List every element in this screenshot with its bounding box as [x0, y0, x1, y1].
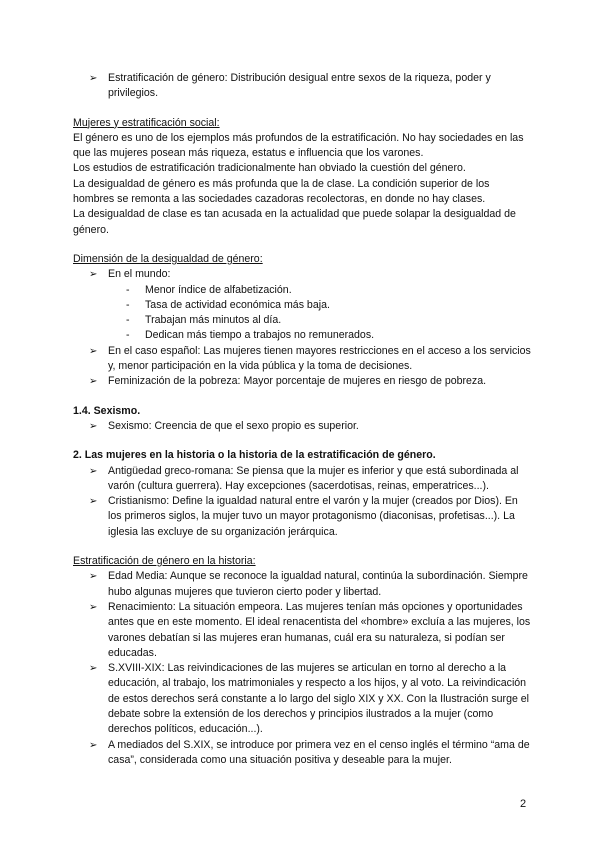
- bullet-item: [73, 344, 533, 375]
- spacer: [73, 238, 533, 252]
- paragraph-text: La desigualdad de clase es tan acusada en la actualidad que puede solapar la desigualdad de género.: [73, 208, 516, 236]
- paragraph: [73, 131, 533, 162]
- bullet-item: [73, 494, 533, 540]
- paragraph-text: Los estudios de estratificación tradicionalmente han obviado la cuestión del género.: [73, 162, 466, 175]
- bullet-item: [73, 267, 533, 282]
- bullet-item-text: Edad Media: Aunque se reconoce la igualdad natural, continúa la subordinación. Siempre hubo algunas mujeres que tuvieron cierto poder y libertad.: [108, 570, 528, 598]
- arrow-bullet-icon: ➢: [89, 571, 98, 583]
- arrow-bullet-icon: ➢: [89, 73, 98, 84]
- bullet-item: [73, 738, 533, 769]
- bullet-item-text: En el mundo:: [108, 268, 171, 281]
- bullet-item-text: Estratificación de género: Distribución desigual entre sexos de la riqueza, poder y privilegios.: [108, 72, 491, 100]
- spacer: [73, 540, 533, 554]
- bullet-item: [73, 464, 533, 495]
- arrow-bullet-icon: ➢: [89, 269, 98, 281]
- section-heading: [73, 116, 533, 131]
- bold-heading-text: 2. Las mujeres en la historia o la historia de la estratificación de género.: [73, 449, 436, 462]
- paragraph: [73, 161, 533, 176]
- bullet-item: [73, 419, 533, 434]
- dash-marker: -: [126, 283, 130, 296]
- dash-marker: -: [126, 298, 130, 311]
- bullet-item: [73, 661, 533, 737]
- dash-item: [73, 298, 533, 313]
- section-heading-text: Dimensión de la desigualdad de género:: [73, 252, 263, 265]
- section-heading: [73, 554, 533, 569]
- arrow-bullet-icon: ➢: [89, 663, 98, 675]
- bullet-item-text: Antigüedad greco-romana: Se piensa que la mujer es inferior y que está subordinada al varón (cultura guerrera). Hay excepciones (sacerdotisas, reinas, emperatrices...).: [108, 464, 519, 492]
- bullet-item: [73, 600, 533, 661]
- dash-item-text: Dedican más tiempo a trabajos no remunerados.: [145, 329, 375, 342]
- spacer: [73, 390, 533, 404]
- dash-item: [73, 313, 533, 328]
- arrow-bullet-icon: ➢: [89, 345, 98, 357]
- bullet-item: [73, 71, 533, 102]
- section-heading-text: Mujeres y estratificación social:: [73, 116, 220, 129]
- bullet-item-text: Cristianismo: Define la igualdad natural entre el varón y la mujer (creados por Dios). En los primeros siglos, la mujer tuvo un mayor protagonismo (diaconisas, profetisas...). La iglesia las excluye de su organización jerárquica.: [108, 495, 518, 538]
- bullet-item-text: Feminización de la pobreza: Mayor porcentaje de mujeres en riesgo de pobreza.: [108, 375, 487, 388]
- arrow-bullet-icon: ➢: [89, 465, 98, 477]
- bold-heading: [73, 448, 533, 463]
- bullet-item-text: Sexismo: Creencia de que el sexo propio es superior.: [108, 419, 359, 432]
- bullet-item-text: A mediados del S.XIX, se introduce por primera vez en el censo inglés el término “ama de casa”, considerada como una situación positiva y deseable para la mujer.: [108, 738, 530, 766]
- spacer: [73, 434, 533, 448]
- arrow-bullet-icon: ➢: [89, 739, 98, 751]
- bold-heading: [73, 404, 533, 419]
- bullet-item: [73, 374, 533, 389]
- section-heading: [73, 252, 533, 267]
- dash-marker: -: [126, 329, 130, 342]
- dash-item: [73, 328, 533, 343]
- bullet-item-text: S.XVIII-XIX: Las reivindicaciones de las mujeres se articulan en torno al derecho a la educación, al trabajo, los matrimoniales y respecto a los hijos, y al voto. La reivindicación de estos derechos será constante a lo largo del siglo XIX y XX. Con la Ilustración surge el debate sobre la extensión de los derechos y principios ilustrados a la mujer (como derechos políticos, educación...).: [108, 662, 530, 736]
- dash-item-text: Menor índice de alfabetización.: [145, 283, 292, 296]
- arrow-bullet-icon: ➢: [89, 420, 98, 432]
- section-heading-text: Estratificación de género en la historia:: [73, 555, 256, 568]
- bold-heading-text: 1.4. Sexismo.: [73, 404, 141, 417]
- bullet-item-text: En el caso español: Las mujeres tienen mayores restricciones en el acceso a los servicios y, menor participación en la vida pública y la toma de decisiones.: [108, 344, 531, 373]
- bullet-item: [73, 569, 533, 600]
- paragraph: [73, 177, 533, 208]
- arrow-bullet-icon: ➢: [89, 496, 98, 508]
- paragraph-text: El género es uno de los ejemplos más profundos de la estratificación. No hay sociedades en las que las mujeres posean más riqueza, estatus e influencia que los varones.: [73, 131, 524, 160]
- dash-item-text: Tasa de actividad económica más baja.: [145, 298, 330, 311]
- dash-marker: -: [126, 314, 130, 327]
- dash-item-text: Trabajan más minutos al día.: [145, 314, 282, 327]
- bullet-item-text: Renacimiento: La situación empeora. Las mujeres tenían más opciones y oportunidades antes que en este momento. El ideal renacentista del «hombre» excluía a las mujeres, los varones debatían si las mujeres eran humanas, cuál era su naturaleza, si podían ser educadas.: [108, 600, 531, 659]
- arrow-bullet-icon: ➢: [89, 376, 98, 388]
- paragraph: [73, 207, 533, 238]
- arrow-bullet-icon: ➢: [89, 601, 98, 613]
- document-body: [73, 71, 533, 768]
- spacer: [73, 102, 533, 116]
- paragraph-text: La desigualdad de género es más profunda que la de clase. La condición superior de los hombres se remonta a las sociedades cazadoras recolectoras, en donde no hay clases.: [73, 177, 490, 206]
- page-number: 2: [520, 798, 527, 810]
- dash-item: [73, 283, 533, 298]
